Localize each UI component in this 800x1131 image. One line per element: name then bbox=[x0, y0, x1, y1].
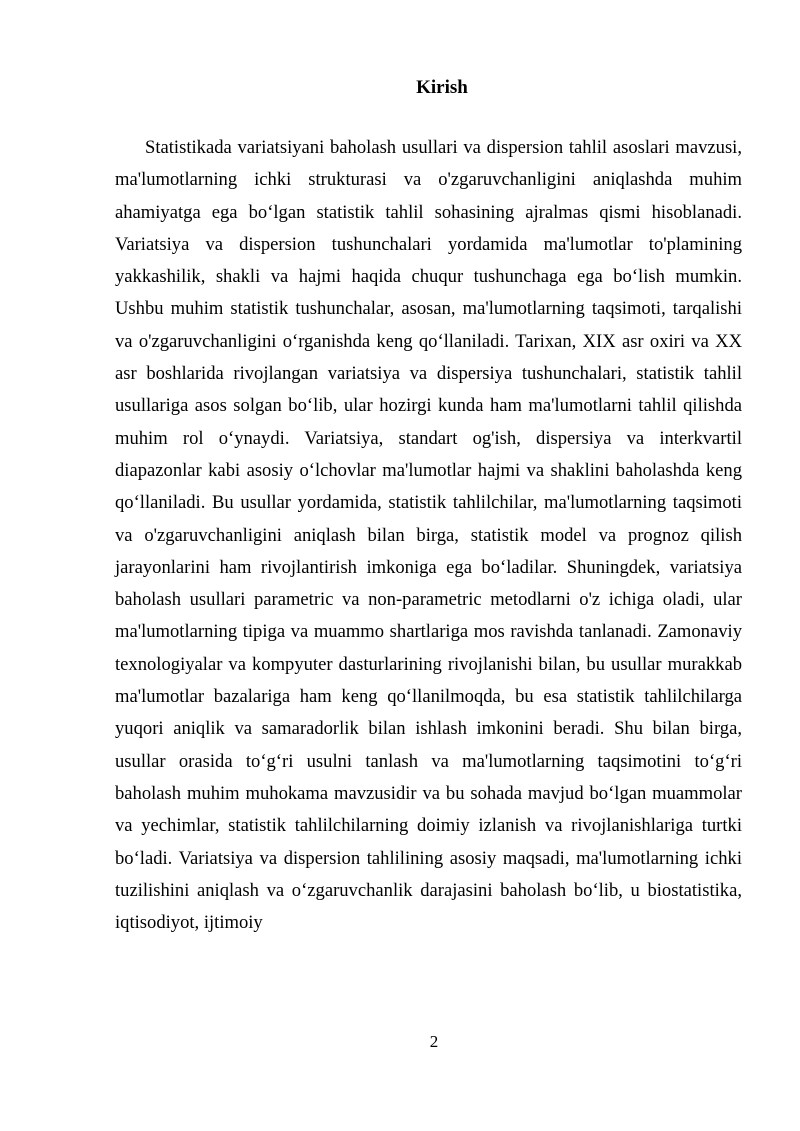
body-paragraph: Statistikada variatsiyani baholash usullari va dispersion tahlil asoslari mavzusi, ma'lumotlarning ichki strukturasi va o'zgaruvchanligini aniqlashda muhim ahamiyatga ega bo‘lgan statistik tahlil sohasining ajralmas qismi hisoblanadi. Variatsiya va dispersion tushunchalari yordamida ma'lumotlar to'plamining yakkashilik, shakli va hajmi haqida chuqur tushunchaga ega bo‘lish mumkin. Ushbu muhim statistik tushunchalar, asosan, ma'lumotlarning taqsimoti, tarqalishi va o'zgaruvchanligini o‘rganishda keng qo‘llaniladi. Tarixan, XIX asr oxiri va XX asr boshlarida rivojlangan variatsiya va dispersiya tushunchalari, statistik tahlil usullariga asos solgan bo‘lib, ular hozirgi kunda ham ma'lumotlarni tahlil qilishda muhim rol o‘ynaydi. Variatsiya, standart og'ish, dispersiya va interkvartil diapazonlar kabi asosiy o‘lchovlar ma'lumotlar hajmi va shaklini baholashda keng qo‘llaniladi. Bu usullar yordamida, statistik tahlilchilar, ma'lumotlarning taqsimoti va o'zgaruvchanligini aniqlash bilan birga, statistik model va prognoz qilish jarayonlarini ham rivojlantirish imkoniga ega bo‘ladilar. Shuningdek, variatsiya baholash usullari parametric va non-parametric metodlarni o'z ichiga oladi, ular ma'lumotlarning tipiga va muammo shartlariga mos ravishda tanlanadi. Zamonaviy texnologiyalar va kompyuter dasturlarining rivojlanishi bilan, bu usullar murakkab ma'lumotlar bazalariga ham keng qo‘llanilmoqda, bu esa statistik tahlilchilarga yuqori aniqlik va samaradorlik bilan ishlash imkonini beradi. Shu bilan birga, usullar orasida to‘g‘ri usulni tanlash va ma'lumotlarning taqsimotini to‘g‘ri baholash muhim muhokama mavzusidir va bu sohada mavjud bo‘lgan muammolar va yechimlar, statistik tahlilchilarning doimiy izlanish va rivojlanishlariga turtki bo‘ladi. Variatsiya va dispersion tahlilining asosiy maqsadi, ma'lumotlarning ichki tuzilishini aniqlash va o‘zgaruvchanlik darajasini baholash bo‘lib, u biostatistika, iqtisodiyot, ijtimoiy bbox=[115, 137, 742, 934]
page-number: 2 bbox=[429, 1032, 439, 1051]
page-title: Kirish bbox=[416, 77, 468, 98]
